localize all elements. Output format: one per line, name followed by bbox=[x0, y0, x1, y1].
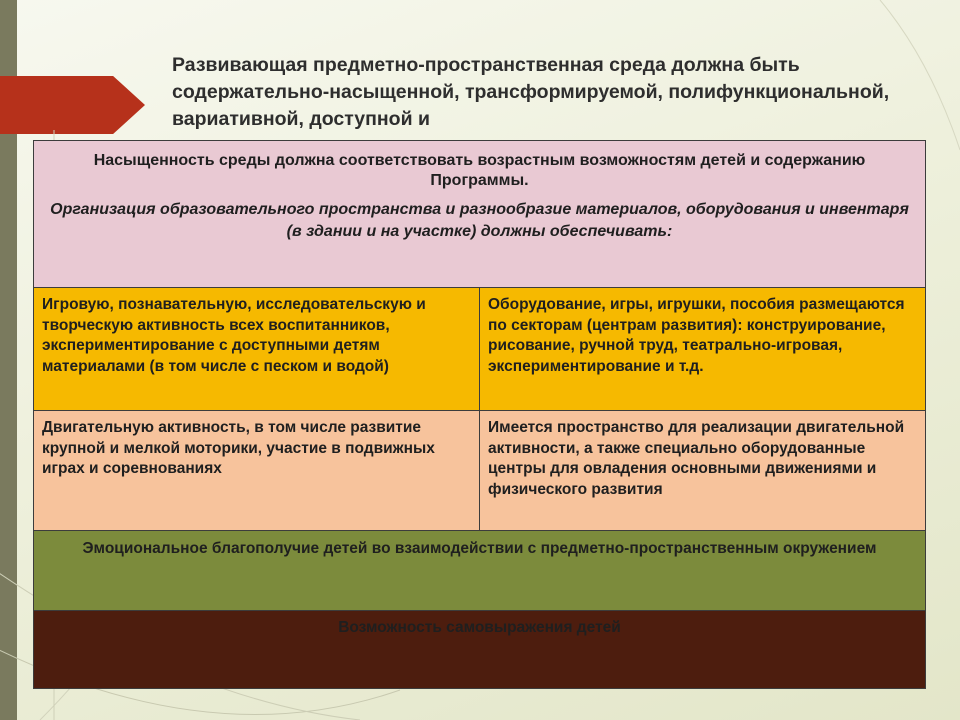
cell-motor-activity: Двигательную активность, в том числе развитие крупной и мелкой моторики, участие в подвижных играх и соревнованиях bbox=[34, 411, 480, 530]
self-expression-row: Возможность самовыражения детей bbox=[34, 611, 925, 688]
header-line-organization: Организация образовательного пространства и разнообразие материалов, оборудования и инвентаря (в здании и на участке) должны обеспечивать: bbox=[50, 201, 909, 240]
slide-title: Развивающая предметно-пространственная среда должна быть содержательно-насыщенной, трансформируемой, полифункциональной, вариативной, доступной и bbox=[172, 54, 890, 130]
cell-play-activity: Игровую, познавательную, исследовательскую и творческую активность всех воспитанников, экспериментирование с доступными детям материалами (в том числе с песком и водой) bbox=[34, 288, 480, 410]
cell-equipment-sectors: Оборудование, игры, игрушки, пособия размещаются по секторам (центрам развития): конструирование, рисование, ручной труд, театрально-игровая, экспериментирование и т.д. bbox=[488, 296, 905, 375]
cell-motor-space: Имеется пространство для реализации двигательной активности, а также специально оборудованные центры для овладения основными движениями и физического развития bbox=[488, 419, 905, 498]
header-line-saturation: Насыщенность среды должна соответствовать возрастным возможностям детей и содержанию Программы. bbox=[93, 152, 866, 189]
content-table bbox=[33, 140, 926, 689]
red-arrow-shape bbox=[0, 76, 145, 134]
table-row bbox=[34, 411, 925, 531]
table-header-row bbox=[34, 141, 925, 288]
table-row bbox=[34, 288, 925, 411]
emotional-wellbeing-row: Эмоциональное благополучие детей во взаимодействии с предметно-пространственным окружением bbox=[34, 531, 925, 611]
